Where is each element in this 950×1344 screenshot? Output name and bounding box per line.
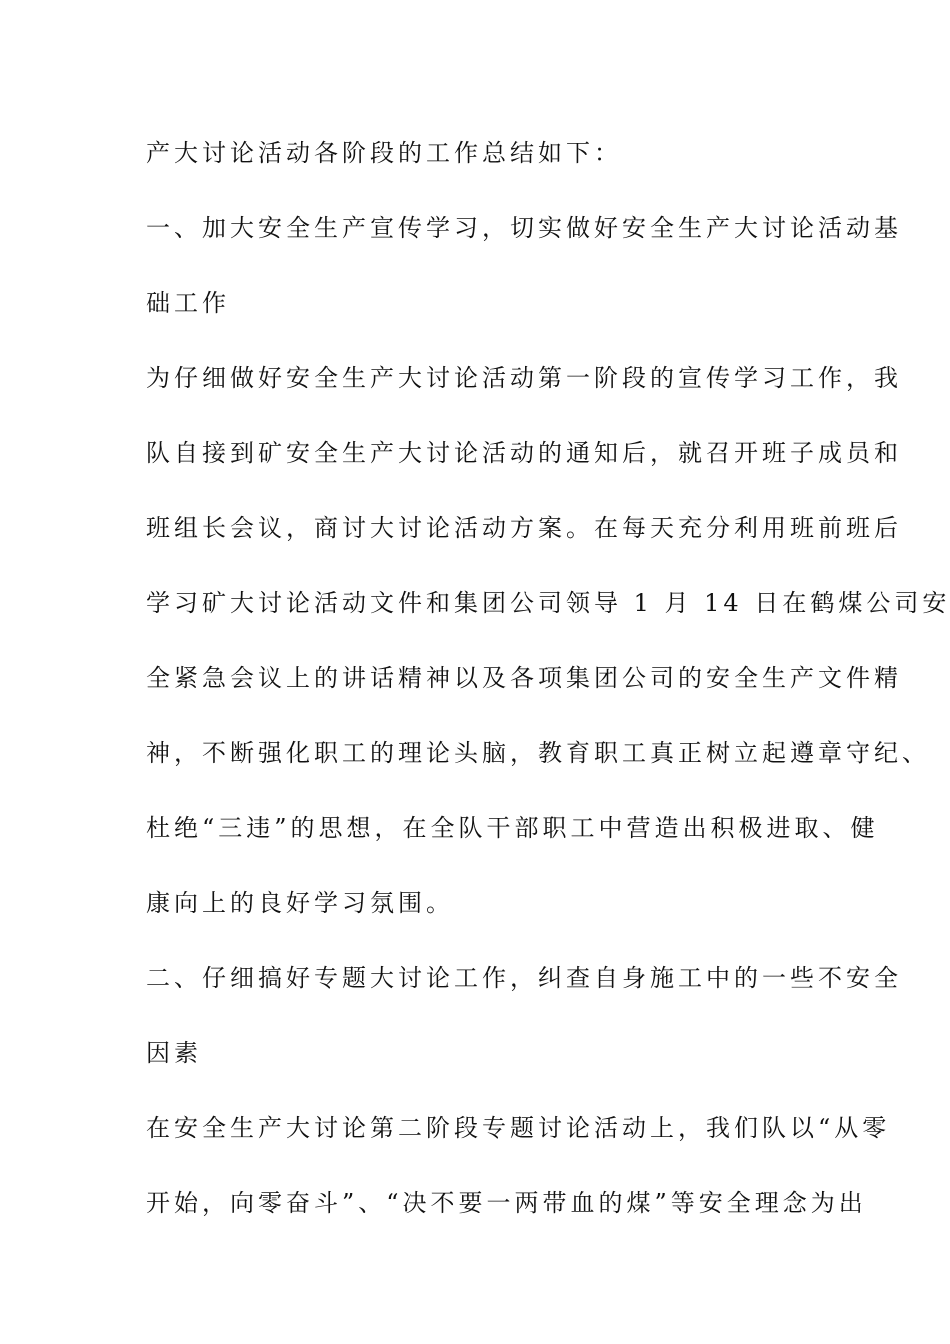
text-line: 开始，向零奋斗”、“决不要一两带血的煤”等安全理念为出 xyxy=(146,1189,867,1217)
text-line: 康向上的良好学习氛围。 xyxy=(146,889,454,917)
section-heading-line: 础工作 xyxy=(146,289,230,317)
text-line: 班组长会议，商讨大讨论活动方案。在每天充分利用班前班后 xyxy=(146,514,902,542)
text-line: 神，不断强化职工的理论头脑，教育职工真正树立起遵章守纪、 xyxy=(146,739,930,767)
text-line: 学习矿大讨论活动文件和集团公司领导 1 月 14 日在鹤煤公司安 xyxy=(146,589,950,617)
text-line: 杜绝“三违”的思想，在全队干部职工中营造出积极进取、健 xyxy=(146,814,879,842)
document-body xyxy=(146,128,950,1253)
section-heading-line: 因素 xyxy=(146,1039,202,1067)
text-line: 在安全生产大讨论第二阶段专题讨论活动上，我们队以“从零 xyxy=(146,1114,891,1142)
text-line: 产大讨论活动各阶段的工作总结如下： xyxy=(146,139,622,167)
text-line: 全紧急会议上的讲话精神以及各项集团公司的安全生产文件精 xyxy=(146,664,902,692)
text-line: 队自接到矿安全生产大讨论活动的通知后，就召开班子成员和 xyxy=(146,439,902,467)
section-heading-line: 一、加大安全生产宣传学习，切实做好安全生产大讨论活动基 xyxy=(146,214,902,242)
text-line: 为仔细做好安全生产大讨论活动第一阶段的宣传学习工作，我 xyxy=(146,364,902,392)
section-heading-line: 二、仔细搞好专题大讨论工作，纠查自身施工中的一些不安全 xyxy=(146,964,902,992)
